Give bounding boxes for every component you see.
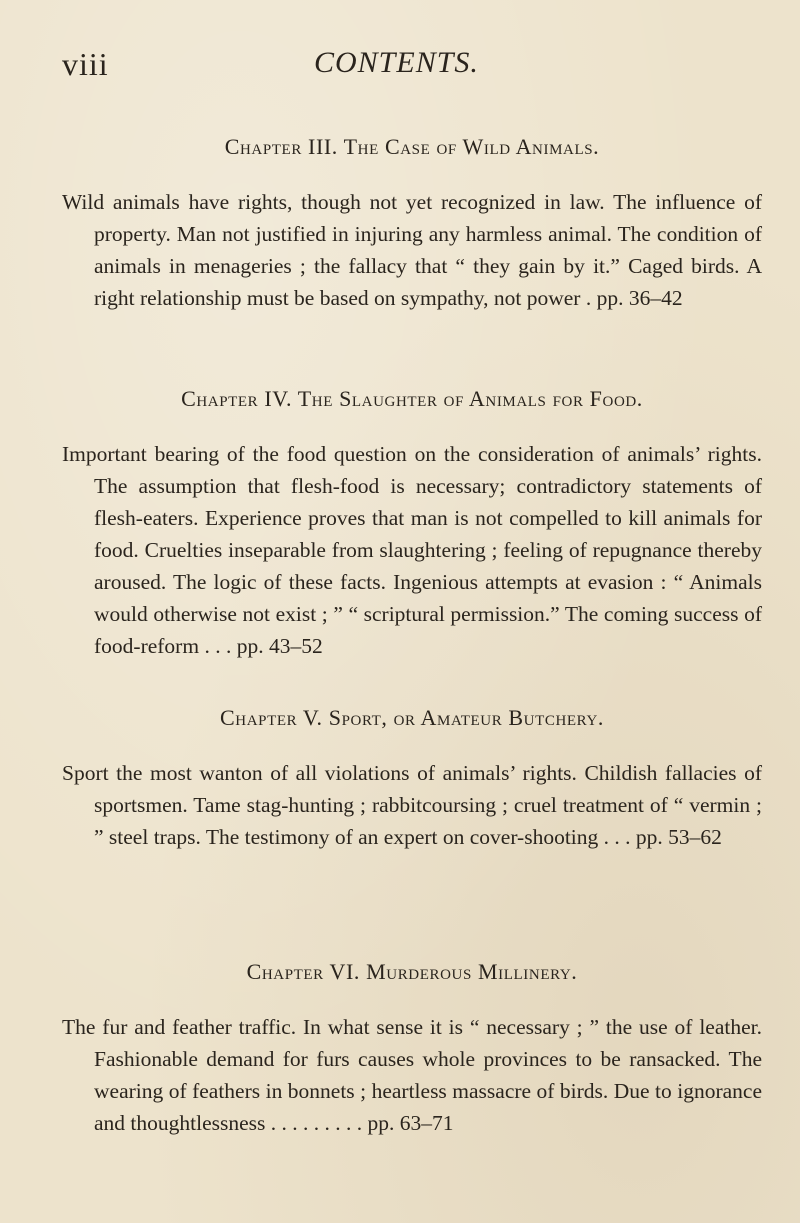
chapter-heading: Chapter V. Sport, or Amateur Butchery. — [219, 705, 604, 730]
running-head — [62, 46, 760, 86]
running-title: CONTENTS. — [314, 46, 479, 79]
summary-text: Sport the most wanton of all violations of animals’ rights. Childish fallacies of sportsmen. Tame stag-hunting ; rabbitcoursing ; cruel treatment of “ vermin ; ” steel traps. The testimony of an expert on cover-shooting . . . — [62, 761, 762, 849]
summary-text: Wild animals have rights, though not yet recognized in law. The influence of property. Man not justified in injuring any harmless animal. The condition of animals in menageries ; the fallacy that “ they gain by it.” Caged birds. A right relationship must be based on sympathy, not power . — [62, 190, 762, 310]
chapter-entry-v — [62, 705, 762, 853]
chapter-heading: Chapter IV. The Slaughter of Animals for Food. — [181, 386, 643, 411]
chapter-heading: Chapter III. The Case of Wild Animals. — [224, 134, 600, 159]
chapter-summary — [62, 1011, 762, 1139]
chapter-summary — [62, 186, 762, 314]
chapter-heading: Chapter VI. Murderous Millinery. — [246, 959, 578, 984]
page-range: pp. 43–52 — [236, 634, 323, 658]
chapter-summary — [62, 757, 762, 853]
chapter-entry-iii — [62, 134, 762, 314]
chapter-summary — [62, 438, 762, 662]
chapter-entry-vi — [62, 959, 762, 1139]
chapter-entry-iv — [62, 386, 762, 662]
summary-text: Important bearing of the food question on the consideration of animals’ rights. The assumption that flesh-food is necessary; contradictory statements of flesh-eaters. Experience proves that man is not compelled to kill animals for food. Cruelties inseparable from slaughtering ; feeling of repugnance thereby aroused. The logic of these facts. Ingenious attempts at evasion : “ Animals would otherwise not exist ; ” “ scriptural permission.” The coming success of food-reform . . . — [62, 442, 762, 658]
page-range: pp. 36–42 — [596, 286, 683, 310]
page-range: pp. 53–62 — [635, 825, 722, 849]
summary-text: The fur and feather traffic. In what sense it is “ necessary ; ” the use of leather. Fashionable demand for furs causes whole provinces to be ransacked. The wearing of feathers in bonnets ; heartless massacre of birds. Due to ignorance and thoughtlessness . . . . . . . . . — [62, 1015, 762, 1135]
page-number: viii — [62, 46, 109, 82]
page-range: pp. 63–71 — [367, 1111, 454, 1135]
